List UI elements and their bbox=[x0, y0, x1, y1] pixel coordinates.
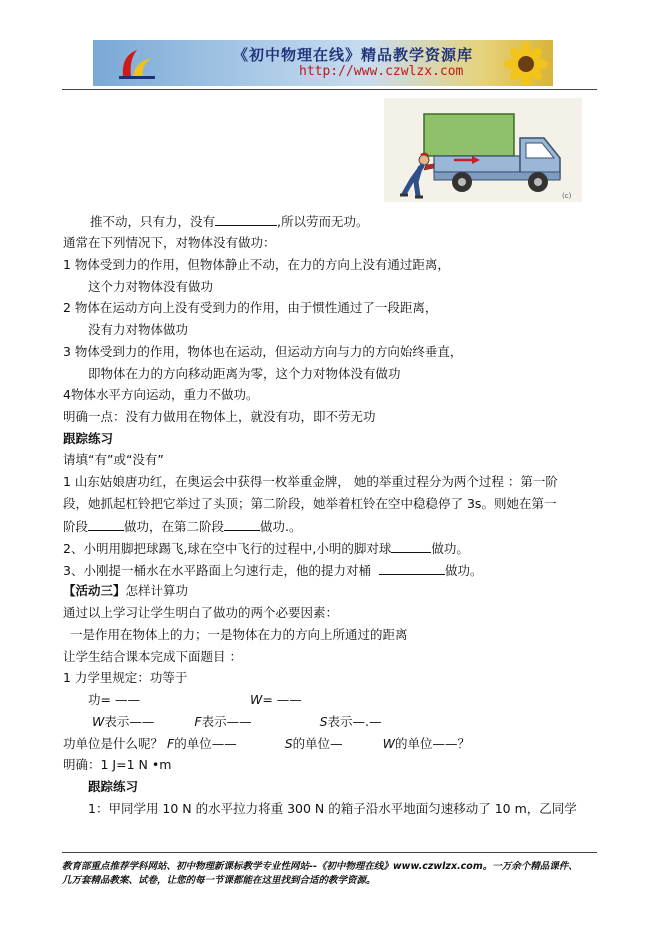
text-line: 明确：1 J=1 N •m bbox=[63, 757, 172, 772]
fill-blank[interactable] bbox=[215, 213, 277, 226]
truck-push-illustration bbox=[384, 98, 582, 202]
footer-line: 教育部重点推荐学科网站、初中物理新课标教学专业性网站--《初中物理在线》www.czwlzx.com。一万余个精品课件、 bbox=[62, 861, 578, 872]
text-line: 请填“有”或“没有” bbox=[63, 452, 164, 467]
text-line: 1 力学里规定：功等于 bbox=[63, 670, 188, 685]
fill-blank[interactable] bbox=[379, 562, 445, 575]
text-line: 3、小刚提一桶水在水平路面上匀速行走，他的提力对桶 做功。 bbox=[63, 563, 483, 578]
fill-blank[interactable] bbox=[224, 518, 260, 531]
text-line: 推不动，只有力，没有 ,所以劳而无功。 bbox=[90, 214, 369, 229]
text-line: 1 山东姑娘唐功红，在奥运会中获得一枚举重金牌， 她的举重过程分为两个过程 ：第一阶 bbox=[63, 474, 558, 489]
text-line: 1 物体受到力的作用，但物体静止不动，在力的方向上没有通过距离， bbox=[63, 257, 450, 272]
fill-blank[interactable] bbox=[88, 518, 124, 531]
text-line: 这个力对物体没有做功 bbox=[88, 279, 214, 294]
activity-heading: 【活动三】怎样计算功 bbox=[63, 583, 189, 598]
text-line: 一是作用在物体上的力；一是物体在力的方向上所通过的距离 bbox=[70, 627, 408, 642]
banner-url[interactable]: http://www.czwlzx.com bbox=[299, 64, 464, 79]
text-line: 没有力对物体做功 bbox=[88, 322, 189, 337]
text-line: 段，她抓起杠铃把它举过了头顶；第二阶段，她举着杠铃在空中稳稳停了 3s。则她在第一 bbox=[63, 496, 557, 511]
text-line: 通常在下列情况下，对物体没有做功： bbox=[63, 235, 276, 250]
text-line: 3 物体受到力的作用，物体也在运动，但运动方向与力的方向始终垂直， bbox=[63, 344, 463, 359]
text-line: 2、小明用脚把球踢飞,球在空中飞行的过程中,小明的脚对球 做功。 bbox=[63, 541, 469, 556]
text-line: 1：甲同学用 10 N 的水平拉力将重 300 N 的箱子沿水平地面匀速移动了 10 m，乙同学 bbox=[88, 801, 577, 816]
text-line: 明确一点：没有力做用在物体上，就没有功，即不劳无功 bbox=[63, 409, 376, 424]
footer-divider bbox=[62, 852, 597, 853]
text-line: 4物体水平方向运动，重力不做功。 bbox=[63, 387, 259, 402]
figure-caption: (c) bbox=[562, 192, 572, 200]
footer-line: 几万套精品教案、试卷，让您的每一节课都能在这里找到合适的教学资源。 bbox=[62, 875, 376, 886]
formula-line: 功= —— W= —— bbox=[88, 692, 302, 707]
footer bbox=[62, 860, 602, 888]
text-line: 2 物体在运动方向上没有受到力的作用，由于惯性通过了一段距离， bbox=[63, 300, 438, 315]
formula-line: W表示—— F表示—— S表示—.— bbox=[92, 714, 382, 729]
truck-icon bbox=[384, 98, 582, 202]
text-line: 通过以上学习让学生明白了做功的两个必要因素： bbox=[63, 605, 339, 620]
section-heading: 跟踪练习 bbox=[88, 779, 139, 794]
header-divider bbox=[62, 89, 597, 90]
banner-title: 《初中物理在线》精品教学资源库 bbox=[233, 46, 474, 64]
text-line: 阶段 做功，在第二阶段 做功.。 bbox=[63, 519, 302, 534]
section-heading: 跟踪练习 bbox=[63, 431, 114, 446]
fill-blank[interactable] bbox=[391, 540, 431, 553]
text-line: 即物体在力的方向移动距离为零，这个力对物体没有做功 bbox=[88, 366, 401, 381]
text-line: 让学生结合课本完成下面题目 ： bbox=[63, 649, 242, 664]
header-banner bbox=[93, 40, 553, 86]
sunflower-icon bbox=[503, 42, 549, 86]
formula-line: 功单位是什么呢？ F的单位—— S的单位— W的单位——？ bbox=[63, 736, 471, 751]
site-logo-icon bbox=[117, 46, 157, 80]
